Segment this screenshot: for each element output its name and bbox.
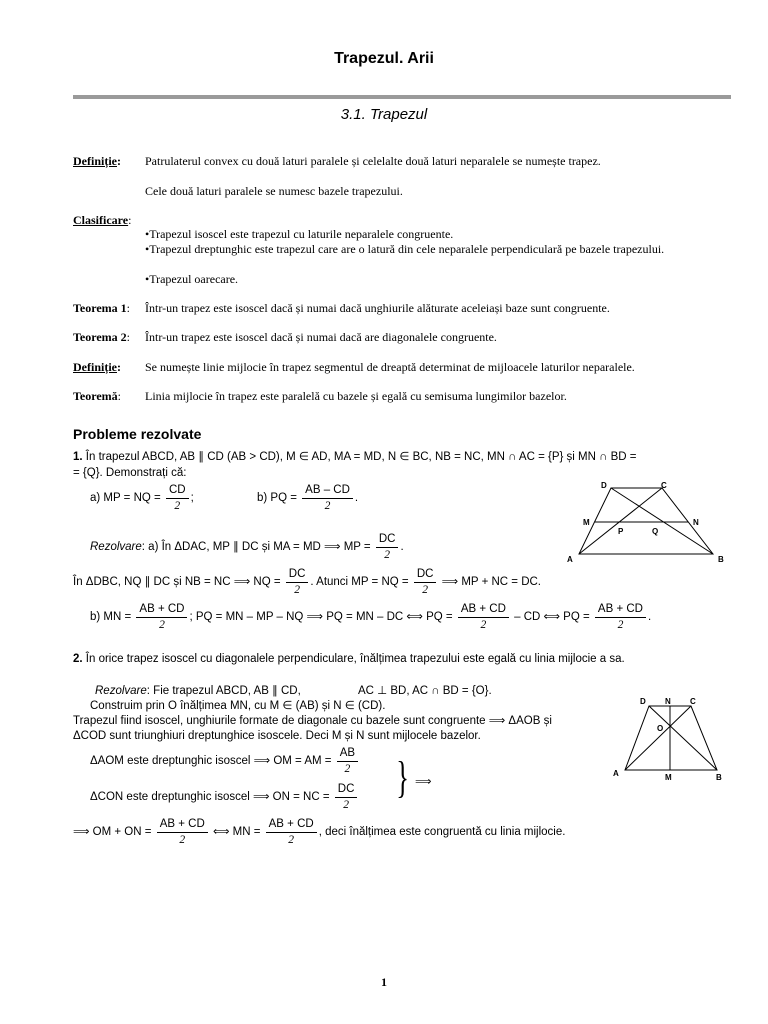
p2-eq1	[90, 746, 360, 776]
p1-l3-mid: ; PQ = MN – MP – NQ ⟹ PQ = MN – DC ⟺ PQ =	[189, 611, 453, 624]
p1-l3-den2: 2	[480, 619, 487, 631]
fig2-label-d: D	[640, 697, 646, 706]
p2-e1-pre: ΔAOM este dreptunghic isoscel ⟹ OM = AM =	[90, 755, 332, 768]
p1-part-b	[257, 483, 358, 513]
def2-label-wrap	[73, 360, 121, 375]
fig2-diagonal-ac	[625, 706, 691, 770]
p2-e1-fraction	[337, 746, 358, 776]
t1-text: Într-un trapez este isoscel dacă și numai dacă unghiurile alăturate aceleiași baze sunt congruente.	[145, 301, 610, 315]
p1-l2-den2: 2	[422, 584, 429, 596]
p1-l2-fraction2	[414, 567, 437, 597]
page-title: Trapezul. Arii	[334, 50, 434, 67]
p1-b-num: AB – CD	[302, 483, 353, 499]
p2-e3-num2: AB + CD	[266, 817, 317, 833]
def1-label: Definiție	[73, 154, 117, 168]
p2-e3-fraction	[157, 817, 208, 847]
p1-b-fraction	[302, 483, 353, 513]
p1-l2-den: 2	[294, 584, 300, 596]
p1-a-num: CD	[166, 483, 189, 499]
p1-l3-fraction	[136, 602, 187, 632]
p2-rez-text: : Fie trapezul ABCD, AB ∥ CD,	[146, 685, 301, 697]
p1-l2-num: DC	[286, 567, 309, 583]
p2-e2-den: 2	[343, 799, 349, 811]
fig2-label-m: M	[665, 773, 672, 782]
p1-line2: = {Q}. Demonstrați că:	[73, 467, 187, 479]
p2-text: În orice trapez isoscel cu diagonalele perpendiculare, înălțimea trapezului este egală cu linia mijlocie a sa.	[82, 653, 625, 665]
fig1-label-n: N	[693, 518, 699, 527]
p1-l3-mid2: – CD ⟺ PQ =	[514, 611, 590, 624]
p1-rez-pre: : a) În ΔDAC, MP ∥ DC și MA = MD ⟹ MP =	[141, 541, 371, 554]
p2-e3-post: , deci înălțimea este congruentă cu linia mijlocie.	[318, 826, 566, 839]
p2-e3-mid: ⟺ MN =	[212, 826, 261, 839]
def2-label: Definiție	[73, 360, 117, 374]
trapezoid-figure-1	[560, 476, 740, 568]
t3-label-wrap	[73, 389, 121, 404]
p1-statement-line1	[73, 450, 636, 465]
fig1-label-p: P	[618, 527, 624, 536]
fig1-label-m: M	[583, 518, 590, 527]
t2-colon: :	[126, 330, 131, 344]
clasificare-label: Clasificare	[73, 213, 129, 227]
p2-line3: Trapezul fiind isoscel, unghiurile formate de diagonale cu bazele sunt congruente ⟹ ΔAOB și	[73, 715, 552, 727]
fig2-label-o: O	[657, 724, 664, 733]
p1-b-den: 2	[324, 500, 331, 512]
t1-label: Teorema 1	[73, 301, 127, 315]
clasificare-colon: :	[128, 213, 132, 227]
p2-e2-num: DC	[335, 782, 358, 798]
p2-e1-den: 2	[344, 763, 351, 775]
t2-label: Teorema 2	[73, 330, 127, 344]
fig2-label-n: N	[665, 697, 671, 706]
p1-a-pre: a) MP = NQ =	[90, 492, 161, 505]
p1-l2-post: ⟹ MP + NC = DC.	[441, 576, 542, 589]
def1-text2: Cele două laturi paralele se numesc bazele trapezului.	[145, 184, 403, 198]
fig1-diagonal-ac	[579, 488, 662, 554]
p2-rez-line	[95, 684, 301, 699]
p1-l3-fraction3	[595, 602, 646, 632]
t1-colon: :	[126, 301, 131, 315]
p2-rez-label: Rezolvare	[95, 685, 147, 697]
p1-rez-den: 2	[384, 549, 391, 561]
fig2-label-c: C	[690, 697, 696, 706]
p1-solution-a	[90, 532, 404, 562]
p2-e3-den: 2	[179, 834, 186, 846]
trapezoid-figure-2	[605, 690, 735, 786]
p1-l2-fraction	[286, 567, 309, 597]
p1-line1: În trapezul ABCD, AB ∥ CD (AB > CD), M ∈ AD, MA = MD, N ∈ BC, NB = NC, MN ∩ AC = {P} și MN ∩ BD =	[82, 451, 637, 463]
p1-l3-den: 2	[159, 619, 165, 631]
p1-l2-pre: În ΔDBC, NQ ∥ DC și NB = NC ⟹ NQ =	[73, 576, 281, 589]
section-title: 3.1. Trapezul	[340, 106, 428, 123]
def1-text: Patrulaterul convex cu două laturi paralele și celelalte două laturi neparalele se numește trapez.	[145, 154, 601, 168]
clasificare-item-1: •Trapezul isoscel este trapezul cu laturile neparalele congruente.	[145, 227, 454, 241]
p2-statement	[73, 652, 625, 667]
p1-rez-label: Rezolvare	[90, 541, 142, 554]
p1-b-post: .	[354, 492, 359, 505]
p2-number: 2.	[73, 653, 83, 665]
p1-l3-den3: 2	[617, 619, 624, 631]
p1-a-den: 2	[174, 500, 181, 512]
clasificare-item-2: •Trapezul dreptunghic este trapezul care are o latură din cele neparalele perpendiculară pe bazele trapezului.	[145, 242, 665, 256]
t3-label: Teoremă	[73, 389, 118, 403]
t1-label-wrap	[73, 301, 130, 316]
t3-text: Linia mijlocie în trapez este paralelă cu bazele și egală cu semisuma lungimilor bazelor.	[145, 389, 567, 403]
fig1-label-q: Q	[652, 527, 659, 536]
def1-label-wrap	[73, 154, 121, 169]
def2-text: Se numește linie mijlocie în trapez segmentul de dreaptă determinat de mijloacele laturilor neparalele.	[145, 360, 635, 374]
p1-l3-num: AB + CD	[136, 602, 187, 618]
p1-solution-line3	[90, 602, 651, 632]
p2-e3-pre: ⟹ OM + ON =	[73, 826, 152, 839]
fig1-label-c: C	[661, 481, 667, 490]
p2-line4: ΔCOD sunt triunghiuri dreptunghice isoscele. Deci M și N sunt mijlocele bazelor.	[73, 730, 481, 742]
p2-rez-text2: AC ⊥ BD, AC ∩ BD = {O}.	[358, 685, 492, 697]
p1-l3-num2: AB + CD	[458, 602, 509, 618]
p1-a-post: ;	[190, 492, 194, 505]
p1-b-pre: b) PQ =	[257, 492, 297, 505]
p2-e3-num: AB + CD	[157, 817, 208, 833]
p1-l3-pre: b) MN =	[90, 611, 132, 624]
p1-number: 1.	[73, 451, 83, 463]
fig2-label-a: A	[613, 769, 619, 778]
page-number: 1	[381, 975, 387, 989]
p2-e2-fraction	[335, 782, 358, 812]
def1-colon: :	[117, 154, 121, 168]
p2-e3-den2: 2	[288, 834, 295, 846]
t3-colon: :	[117, 389, 122, 403]
p1-rez-num: DC	[376, 532, 399, 548]
clasificare-item-3: •Trapezul oarecare.	[145, 272, 239, 286]
fig2-trapezoid	[625, 706, 717, 770]
clasificare-label-wrap	[73, 213, 131, 228]
fig1-label-b: B	[718, 555, 724, 564]
p1-l2-mid: . Atunci MP = NQ =	[310, 576, 409, 589]
p1-part-a	[90, 483, 194, 513]
fig1-label-a: A	[567, 555, 573, 564]
t2-label-wrap	[73, 330, 130, 345]
p2-e3-fraction2	[266, 817, 317, 847]
p2-brace: }	[396, 753, 409, 802]
p2-eq2	[90, 782, 359, 812]
fig2-label-b: B	[716, 773, 722, 782]
fig1-label-d: D	[601, 481, 607, 490]
p2-line2: Construim prin O înălțimea MN, cu M ∈ (AB) și N ∈ (CD).	[90, 700, 386, 712]
p1-a-fraction	[166, 483, 189, 513]
p1-rez-post: .	[400, 541, 404, 554]
problems-heading: Probleme rezolvate	[73, 426, 202, 442]
t2-text: Într-un trapez este isoscel dacă și numai dacă are diagonalele congruente.	[145, 330, 497, 344]
p2-eq3	[73, 817, 565, 847]
p2-brace-implies: ⟹	[415, 776, 432, 788]
title-divider	[73, 95, 731, 99]
p1-solution-line2	[73, 567, 541, 597]
p1-l3-post: .	[647, 611, 652, 624]
p1-l3-fraction2	[458, 602, 509, 632]
p2-e2-pre: ΔCON este dreptunghic isoscel ⟹ ON = NC =	[90, 791, 330, 804]
p2-e1-num: AB	[337, 746, 358, 762]
p1-rez-fraction	[376, 532, 399, 562]
fig2-diagonal-bd	[649, 706, 717, 770]
p1-l2-num2: DC	[414, 567, 437, 583]
p1-l3-num3: AB + CD	[595, 602, 646, 618]
def2-colon: :	[117, 360, 121, 374]
